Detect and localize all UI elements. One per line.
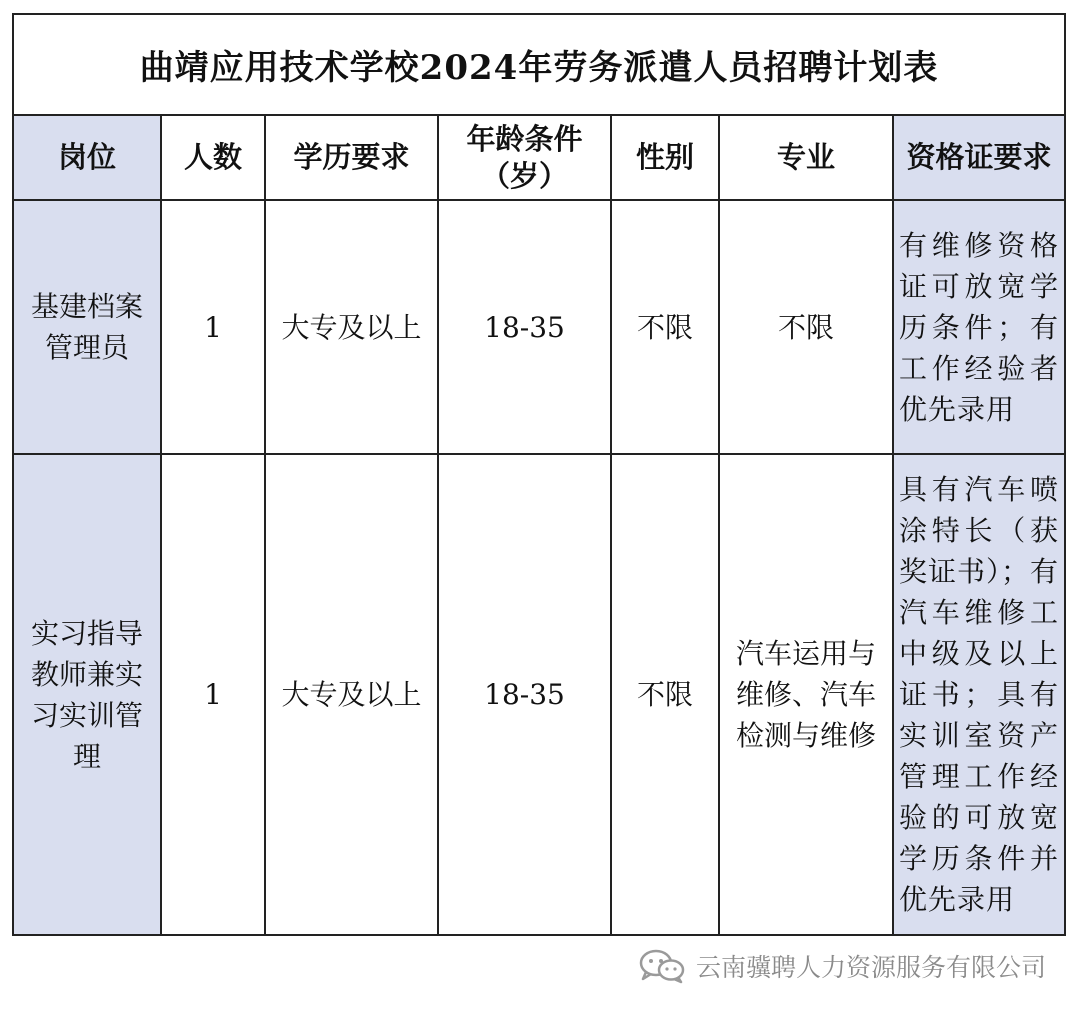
cell-position [13, 454, 161, 935]
cell-education: 大专及以上 [265, 200, 438, 454]
table-row [13, 200, 1065, 454]
position-text: 基建档案管理员 [30, 290, 143, 364]
recruitment-plan-table [12, 13, 1066, 936]
major-text: 不限 [777, 310, 834, 344]
cell-major [719, 454, 893, 935]
header-position: 岗位 [13, 115, 161, 200]
watermark-text: 云南骥聘人力资源服务有限公司 [695, 953, 1046, 982]
cell-count: 1 [161, 454, 265, 935]
header-certificate: 资格证要求 [893, 115, 1065, 200]
table-row [13, 454, 1065, 935]
cell-education: 大专及以上 [265, 454, 438, 935]
table-title: 曲靖应用技术学校2024年劳务派遣人员招聘计划表 [13, 14, 1065, 115]
watermark [638, 946, 1046, 986]
header-age [438, 115, 611, 200]
certificate-text: 具有汽车喷涂特长（获奖证书）；有汽车维修工中级及以上证书；具有实训室资产管理工作经验的可放宽学历条件并优先录用 [899, 473, 1060, 916]
cell-certificate [893, 200, 1065, 454]
header-row [13, 115, 1065, 200]
header-major: 专业 [719, 115, 893, 200]
cell-major [719, 200, 893, 454]
header-age-line1: 年龄条件 [466, 121, 583, 156]
cell-certificate [893, 454, 1065, 935]
header-gender: 性别 [611, 115, 719, 200]
position-text: 实习指导教师兼实习实训管理 [30, 616, 143, 773]
header-education: 学历要求 [265, 115, 438, 200]
header-age-line2: （岁） [480, 158, 568, 193]
cell-age: 18-35 [438, 200, 611, 454]
cell-position [13, 200, 161, 454]
wechat-icon [638, 948, 686, 984]
header-count: 人数 [161, 115, 265, 200]
certificate-text: 有维修资格证可放宽学历条件；有工作经验者优先录用 [899, 228, 1059, 426]
cell-age: 18-35 [438, 454, 611, 935]
cell-gender: 不限 [611, 200, 719, 454]
major-text: 汽车运用与维修、汽车检测与维修 [735, 637, 876, 752]
cell-count: 1 [161, 200, 265, 454]
cell-gender: 不限 [611, 454, 719, 935]
